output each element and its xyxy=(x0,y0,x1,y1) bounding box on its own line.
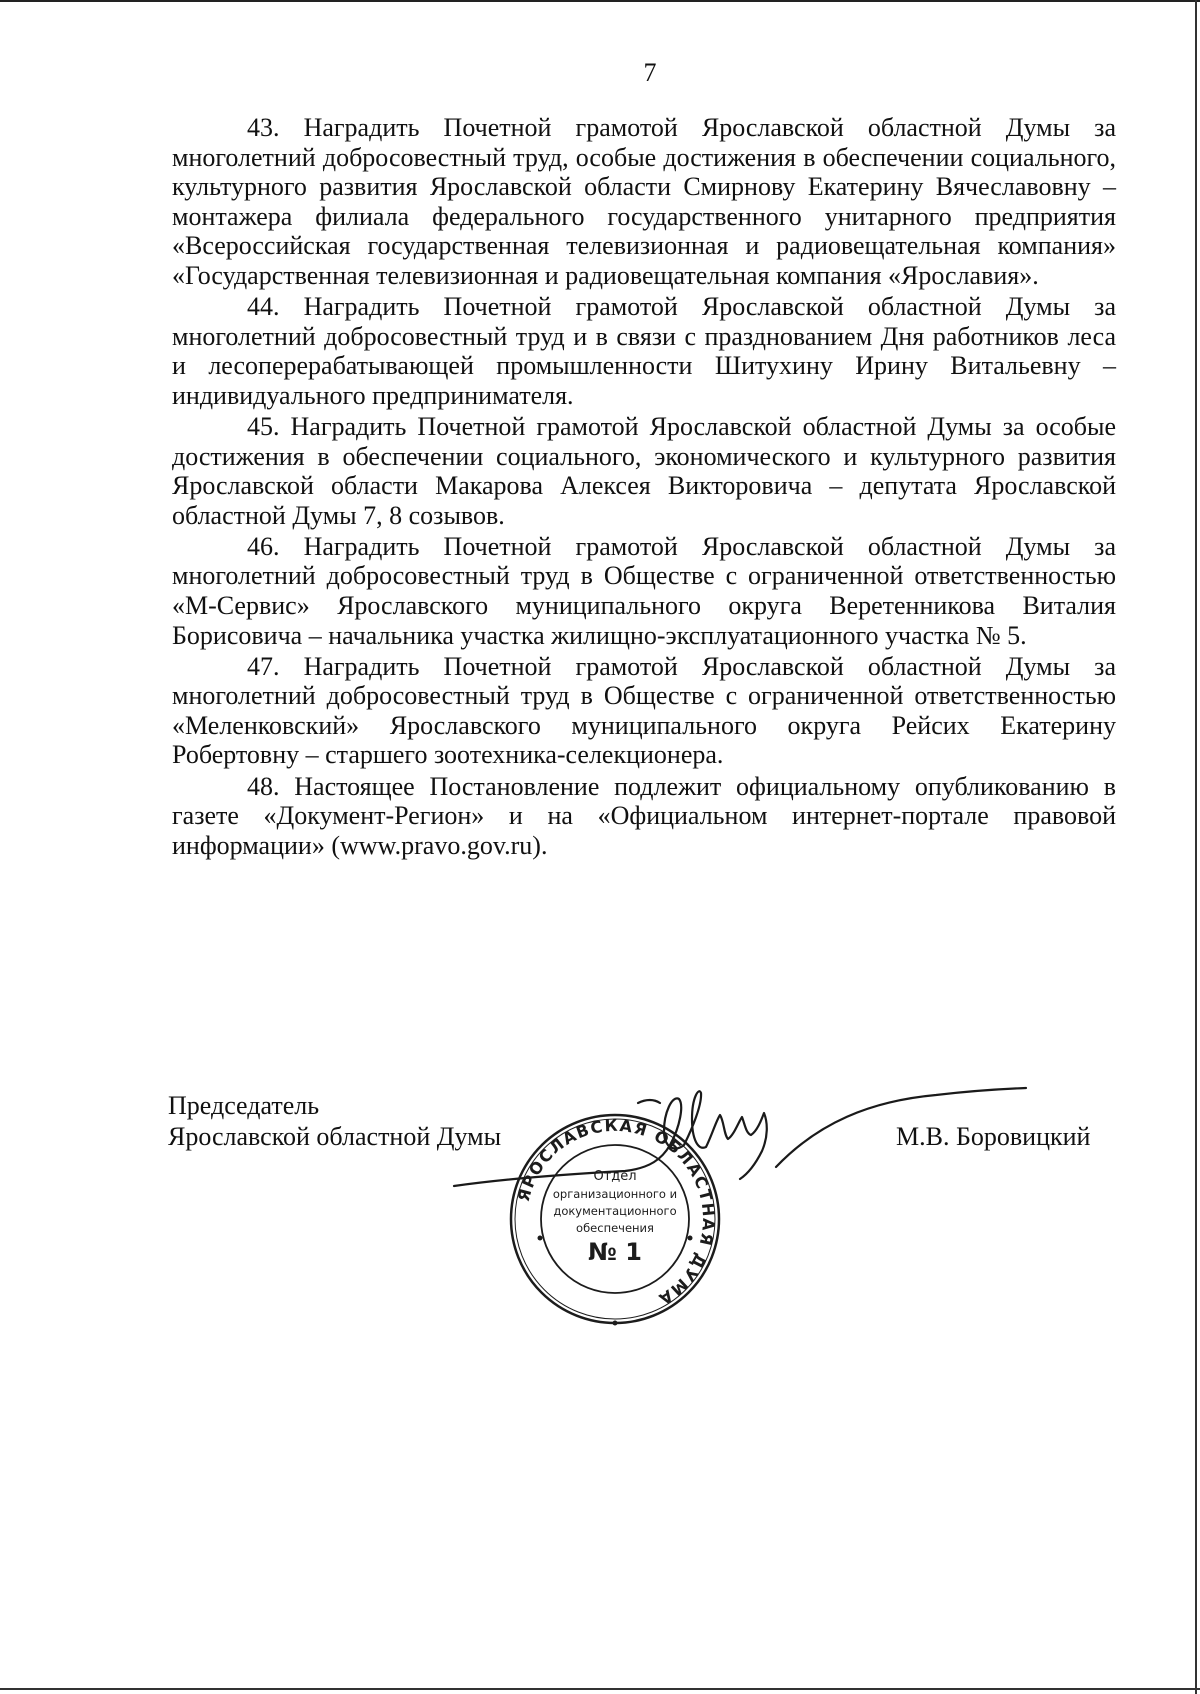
paragraph-45: 45. Наградить Почетной грамотой Ярославской областной Думы за особые достижения в обеспечении социального, экономического и культурного развития Ярославской области Макарова Алексея Викторовича – депутата Ярославской областной Думы 7, 8 созывов. xyxy=(172,411,1116,530)
signatory-title-line2: Ярославской областной Думы xyxy=(168,1122,502,1151)
page-number: 7 xyxy=(643,58,657,87)
scan-edge-top xyxy=(0,0,1200,2)
stamp-line2: организационного и xyxy=(552,1187,678,1201)
scan-edge-right xyxy=(1195,0,1197,1694)
paragraph-46: 46. Наградить Почетной грамотой Ярославской областной Думы за многолетний добросовестный труд в Обществе с ограниченной ответственностью «М-Сервис» Ярославского муниципального округа Веретенникова Виталия Борисовича – начальника участка жилищно-эксплуатационного участка № 5. xyxy=(172,531,1116,650)
stamp-number: № 1 xyxy=(588,1238,642,1266)
signatory-name: М.В. Боровицкий xyxy=(896,1122,1091,1151)
paragraph-48: 48. Настоящее Постановление подлежит официальному опубликованию в газете «Документ-Регион» и на «Официальном интернет-портале правовой информации» (www.pravo.gov.ru). xyxy=(172,771,1116,860)
stamp-line1: Отдел xyxy=(593,1169,637,1184)
signatory-title-line1: Председатель xyxy=(168,1091,320,1120)
stamp-line3: документационного xyxy=(553,1204,677,1218)
scan-edge-bottom xyxy=(0,1688,1200,1690)
paragraph-44: 44. Наградить Почетной грамотой Ярославской областной Думы за многолетний добросовестный труд и в связи с празднованием Дня работников леса и лесоперерабатывающей промышленности Шитухину Ирину Витальевну – индивидуального предпринимателя. xyxy=(172,292,1116,410)
stamp-ring-text: ЯРОСЛАВСКАЯ ОБЛАСТНАЯ ДУМА xyxy=(513,1115,719,1310)
stamp-line4: обеспечения xyxy=(576,1221,654,1235)
paragraph-43: 43. Наградить Почетной грамотой Ярославской областной Думы за многолетний добросовестный труд, особые достижения в обеспечении социального, культурного развития Ярославской области Смирнову Екатерину Вячеславовну – монтажера филиала федерального государственного унитарного предприятия «Всероссийская государственная телевизионная и радиовещательная компания» «Государственная телевизионная и радиовещательная компания «Ярославия». xyxy=(172,113,1116,290)
paragraph-47: 47. Наградить Почетной грамотой Ярославской областной Думы за многолетний добросовестный труд в Обществе с ограниченной ответственностью «Меленковский» Ярославского муниципального округа Рейсих Екатерину Робертовну – старшего зоотехника-селекционера. xyxy=(172,651,1116,770)
document-body xyxy=(172,113,1116,862)
